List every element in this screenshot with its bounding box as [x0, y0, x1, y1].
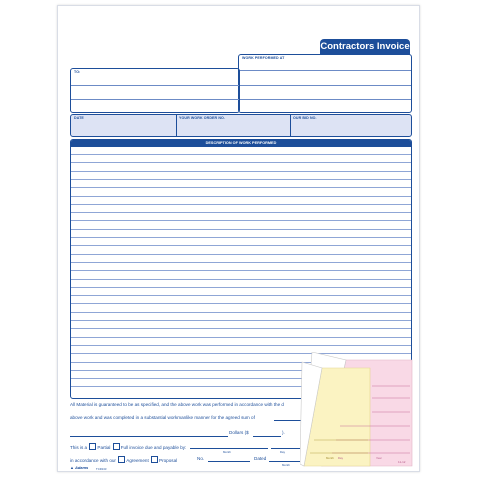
no-label: No.: [197, 456, 205, 461]
description-line: [71, 337, 411, 338]
logo-mark-icon: ▲: [70, 465, 74, 470]
description-line: [71, 345, 411, 346]
copy-form-code: 11-12: [398, 460, 406, 464]
description-line: [71, 220, 411, 221]
description-line: [71, 303, 411, 304]
description-line: [71, 187, 411, 188]
proposal-checkbox[interactable]: [151, 456, 158, 463]
description-line: [71, 245, 411, 246]
day-caption: Day: [280, 450, 285, 454]
month-caption: Month: [223, 450, 231, 454]
copy-day-caption: Day: [338, 456, 343, 460]
work-order-label: YOUR WORK ORDER NO.: [179, 116, 226, 120]
description-line: [71, 320, 411, 321]
full-invoice-checkbox[interactable]: [113, 443, 120, 450]
agreement-checkbox[interactable]: [118, 456, 125, 463]
guarantee-line-2: above work and was completed in a substantial workmanlike manner for the agreed sum of: [70, 415, 255, 420]
carbonless-copies: [300, 352, 420, 470]
to-box[interactable]: [70, 68, 240, 113]
copy-year-caption: Year: [376, 456, 382, 460]
description-line: [71, 154, 411, 155]
description-line: [71, 204, 411, 205]
brand-logo: ▲ Adams: [70, 465, 89, 470]
description-line: [71, 262, 411, 263]
work-performed-at-label: WORK PERFORMED AT: [242, 56, 285, 60]
month-caption-2: Month: [282, 463, 290, 467]
work-performed-at-box[interactable]: [238, 54, 412, 113]
form-code: TCR133: [96, 467, 107, 471]
description-line: [71, 196, 411, 197]
description-line: [71, 312, 411, 313]
guarantee-line-1: All Material is guaranteed to be as specified, and the above work was performed in accordance with the d: [70, 402, 284, 407]
copy-month-caption: Month: [326, 456, 334, 460]
dollars-end: ).: [282, 430, 285, 435]
description-line: [71, 229, 411, 230]
description-line: [71, 279, 411, 280]
dollars-label: Dollars ($: [229, 430, 249, 435]
date-label: DATE: [74, 116, 84, 120]
to-label: TO:: [74, 70, 81, 74]
description-line: [71, 212, 411, 213]
form-title: Contractors Invoice: [320, 39, 410, 55]
description-line: [71, 295, 411, 296]
description-line: [71, 254, 411, 255]
description-line: [71, 179, 411, 180]
dated-label: Dated: [254, 456, 267, 461]
bid-no-label: OUR BID NO.: [293, 116, 317, 120]
info-band: [70, 114, 412, 137]
description-line: [71, 162, 411, 163]
description-line: [71, 270, 411, 271]
description-header: DESCRIPTION OF WORK PERFORMED: [71, 140, 411, 147]
invoice-type-row: This is a Partial Full invoice due and payable by:: [70, 445, 187, 450]
accordance-row: in accordance with our Agreement Proposal: [70, 458, 178, 463]
partial-checkbox[interactable]: [89, 443, 96, 450]
description-line: [71, 237, 411, 238]
description-line: [71, 328, 411, 329]
description-line: [71, 287, 411, 288]
description-line: [71, 171, 411, 172]
